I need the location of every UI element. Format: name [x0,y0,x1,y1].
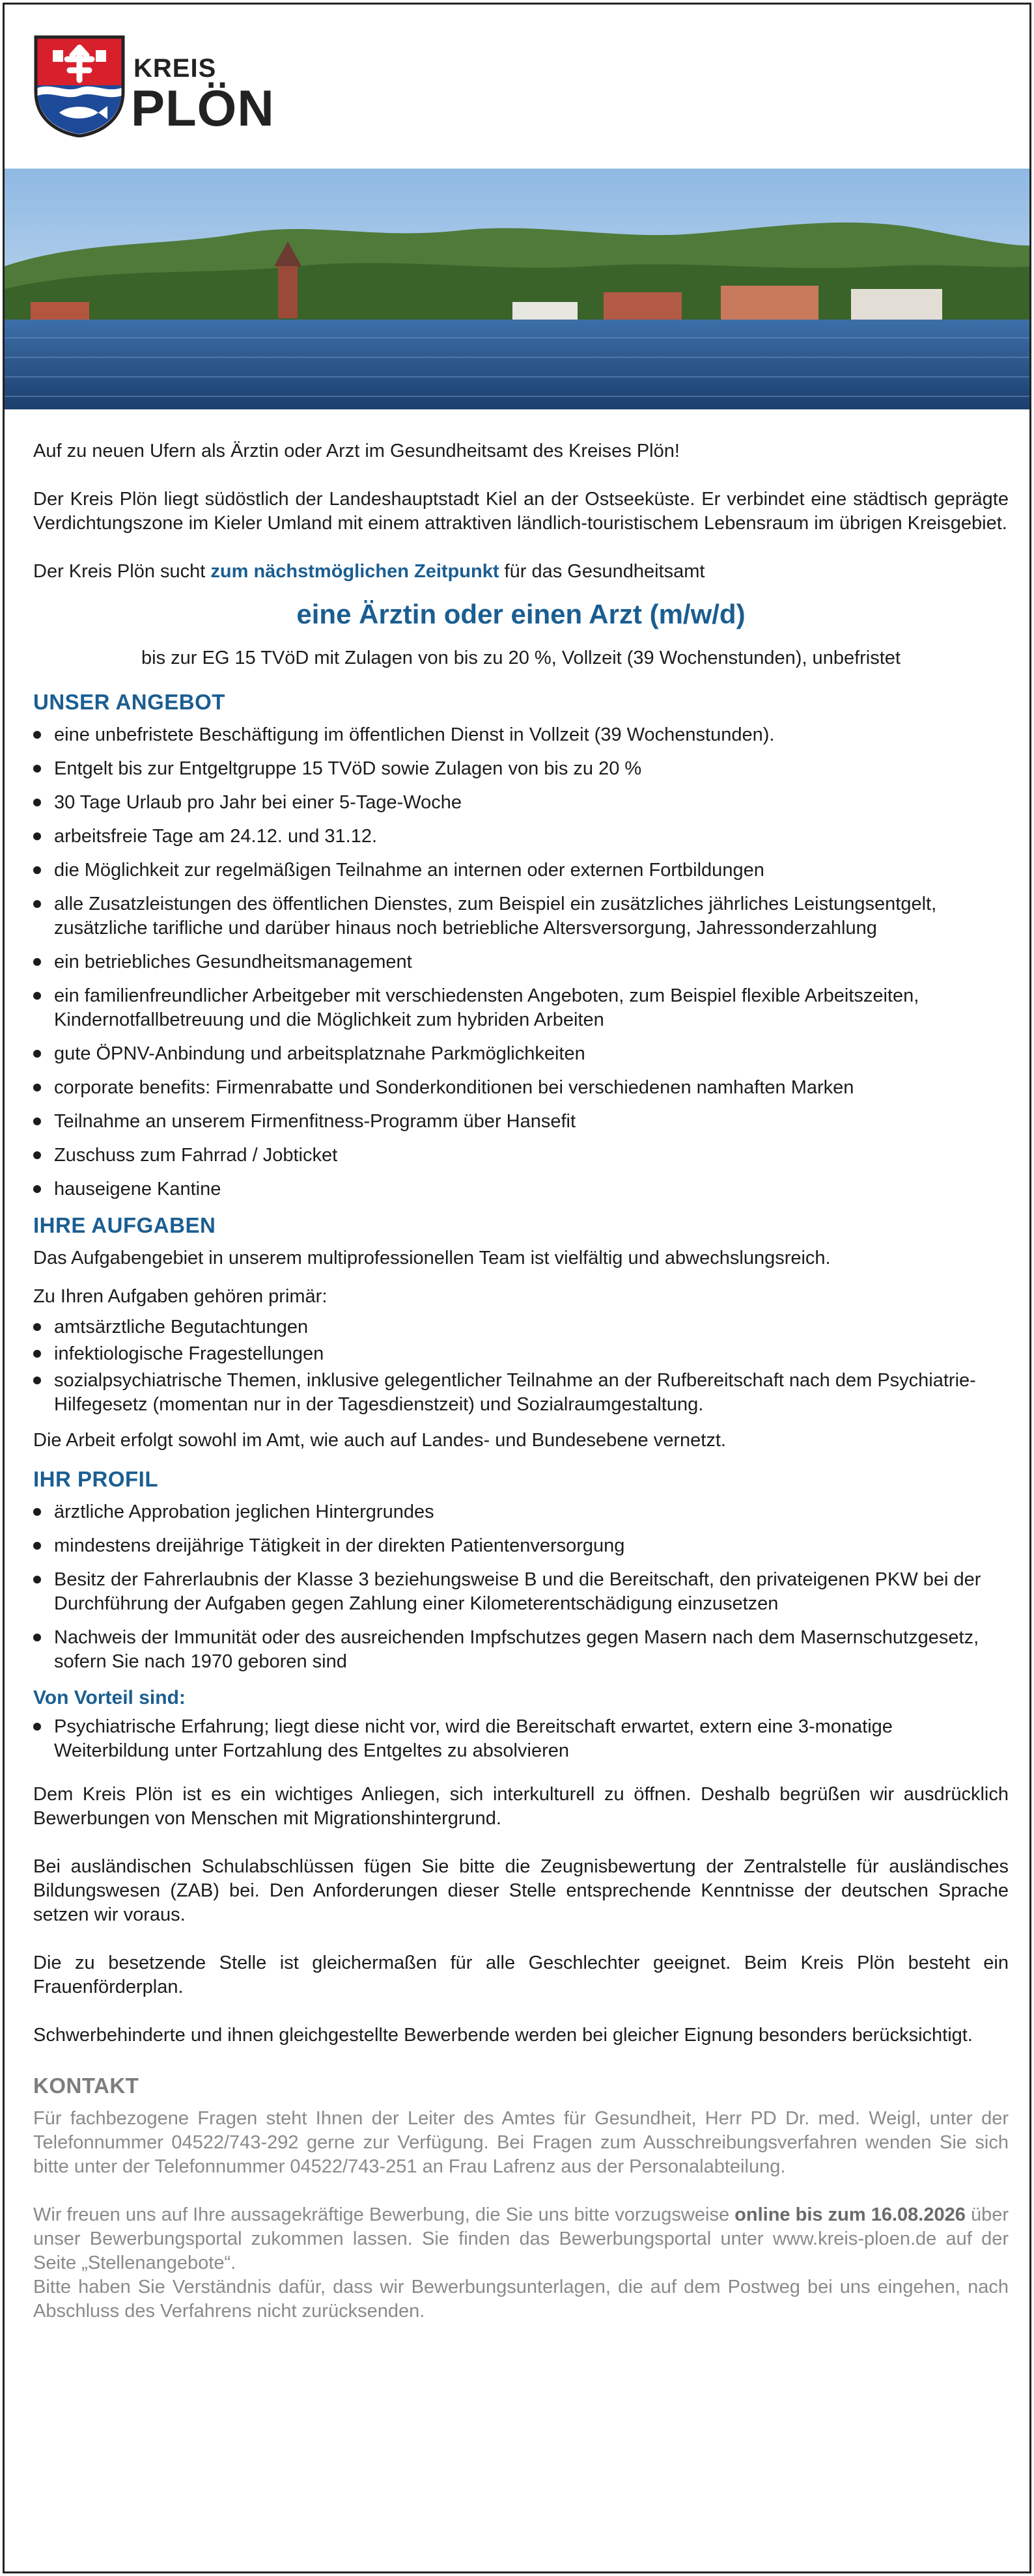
list-item: corporate benefits: Firmenrabatte und Sonderkonditionen bei verschiedenen namhaften Marken [33,1076,1009,1100]
list-item: ein betriebliches Gesundheitsmanagement [33,950,1009,974]
job-title: eine Ärztin oder einen Arzt (m/w/d) [296,599,746,629]
profil-list [33,1500,1009,1674]
lake-panorama-image [5,169,1031,409]
list-item: amtsärztliche Begutachtungen [33,1315,1009,1339]
list-item: gute ÖPNV-Anbindung und arbeitsplatznahe Parkmöglichkeiten [33,1042,1009,1066]
list-item: mindestens dreijährige Tätigkeit in der direkten Patientenversorgung [33,1534,1009,1558]
section-heading-aufgaben: IHRE AUFGABEN [33,1213,216,1237]
list-item: alle Zusatzleistungen des öffentlichen Dienstes, zum Beispiel ein zusätzliches jährliches Leistungsentgelt, zusätzliche tarifliche und darüber hinaus noch betriebliche Altersversorgung, Jahressonderzahlung [33,892,1009,940]
section-heading-kontakt: KONTAKT [33,2074,139,2098]
list-item: Besitz der Fahrerlaubnis der Klasse 3 beziehungsweise B und die Bereitschaft, den privateigenen PKW bei der Durchführung der Aufgaben gegen Zahlung einer Kilometerentschädigung einzusetzen [33,1568,1009,1616]
intro-search [33,560,1009,584]
list-item: sozialpsychiatrische Themen, inklusive gelegentlicher Teilnahme an der Rufbereitschaft nach dem Psychiatrie-Hilfegesetz (momentan nur in der Tagesdienstzeit) und Sozialraumgestaltung. [33,1369,1009,1417]
list-item: hauseigene Kantine [33,1177,1009,1201]
intro-search-post: für das Gesundheitsamt [499,561,705,582]
list-item: Zuschuss zum Fahrrad / Jobticket [33,1144,1009,1168]
list-item: Nachweis der Immunität oder des ausreichenden Impfschutzes gegen Masern nach dem Masernschutzgesetz, sofern Sie nach 1970 geboren sind [33,1626,1009,1674]
logo-line-1: KREIS [133,54,217,83]
contact-section [33,2074,1009,2323]
intro-search-highlight: zum nächstmöglichen Zeitpunkt [210,561,499,582]
intro-location: Der Kreis Plön liegt südöstlich der Landeshauptstadt Kiel an der Ostseeküste. Er verbindet eine städtisch geprägte Verdichtungszone im Kieler Umland mit einem attraktiven ländlich-touristischem Lebensraum im übrigen Kreisgebiet. [33,489,1009,534]
closing-paragraph-3: Die zu besetzende Stelle ist gleichermaßen für alle Geschlechter geeignet. Beim Kreis Plön besteht ein Frauenförderplan. [33,1953,1009,1997]
closing-paragraph-4: Schwerbehinderte und ihnen gleichgestellte Bewerbende werden bei gleicher Eignung besonders berücksichtigt. [33,2025,973,2046]
aufgaben-intro: Das Aufgabengebiet in unserem multiprofessionellen Team ist vielfältig und abwechslungsreich. [33,1248,831,1268]
contact-paragraph: Für fachbezogene Fragen steht Ihnen der Leiter des Amtes für Gesundheit, Herr PD Dr. med. Weigl, unter der Telefonnummer 04522/743-292 gerne zur Verfügung. Bei Fragen zum Ausschreibungsverfahren wenden Sie sich bitte unter der Telefonnummer 04522/743-251 an Frau Lafrenz aus der Personalabteilung. [33,2108,1009,2177]
logo-line-2: PLÖN [131,79,275,137]
closing-paragraph-2: Bei ausländischen Schulabschlüssen fügen Sie bitte die Zeugnisbewertung der Zentralstelle für ausländisches Bildungswesen (ZAB) bei. Den Anforderungen dieser Stelle entsprechende Kenntnisse der deutschen Sprache setzen wir voraus. [33,1856,1009,1925]
apply-note: Bitte haben Sie Verständnis dafür, dass wir Bewerbungsunterlagen, die auf dem Postweg bei uns eingehen, nach Abschluss des Verfahrens nicht zurücksenden. [33,2277,1009,2322]
list-item: 30 Tage Urlaub pro Jahr bei einer 5-Tage-Woche [33,791,1009,815]
aufgaben-list [33,1315,1009,1417]
job-posting-page [3,3,1031,2573]
aufgaben-lead: Zu Ihren Aufgaben gehören primär: [33,1286,328,1307]
list-item: Entgelt bis zur Entgeltgruppe 15 TVöD sowie Zulagen von bis zu 20 % [33,757,1009,781]
coat-of-arms-icon [33,34,126,137]
logo [33,34,307,139]
list-item: Psychiatrische Erfahrung; liegt diese nicht vor, wird die Bereitschaft erwartet, extern eine 3-monatige Weiterbildung unter Fortzahlung des Entgeltes zu absolvieren [33,1715,1009,1763]
vorteil-heading: Von Vorteil sind: [33,1687,186,1708]
list-item: arbeitsfreie Tage am 24.12. und 31.12. [33,825,1009,849]
vorteil-list [33,1715,1009,1763]
list-item: Teilnahme an unserem Firmenfitness-Programm über Hansefit [33,1110,1009,1134]
apply-pre: Wir freuen uns auf Ihre aussagekräftige Bewerbung, die Sie uns bitte vorzugsweise [33,2204,735,2225]
list-item: ein familienfreundlicher Arbeitgeber mit verschiedensten Angeboten, zum Beispiel flexible Arbeitszeiten, Kindernotfallbetreuung und die Möglichkeit zum hybriden Arbeiten [33,984,1009,1032]
list-item: infektiologische Fragestellungen [33,1342,1009,1366]
apply-deadline: online bis zum 16.08.2026 [734,2204,966,2225]
closing-paragraph-1: Dem Kreis Plön ist es ein wichtiges Anliegen, sich interkulturell zu öffnen. Deshalb begrüßen wir ausdrücklich Bewerbungen von Menschen mit Migrationshintergrund. [33,1784,1009,1829]
section-heading-angebot: UNSER ANGEBOT [33,690,225,714]
apply-post: über unser Bewerbungsportal zukommen lassen. Sie finden das Bewerbungsportal unter www.kreis-ploen.de auf der Seite „Stellenangebote“. [33,2204,1009,2273]
job-subtitle: bis zur EG 15 TVöD mit Zulagen von bis zu 20 %, Vollzeit (39 Wochenstunden), unbefristet [141,648,901,668]
intro-search-pre: Der Kreis Plön sucht [33,561,211,582]
aufgaben-outro: Die Arbeit erfolgt sowohl im Amt, wie auch auf Landes- und Bundesebene vernetzt. [33,1430,726,1451]
intro-headline: Auf zu neuen Ufern als Ärztin oder Arzt im Gesundheitsamt des Kreises Plön! [33,441,680,461]
main-content [33,439,1009,2330]
list-item: eine unbefristete Beschäftigung im öffentlichen Dienst in Vollzeit (39 Wochenstunden). [33,723,1009,747]
angebot-list [33,723,1009,1201]
list-item: die Möglichkeit zur regelmäßigen Teilnahme an internen oder externen Fortbildungen [33,858,1009,883]
apply-paragraph [33,2203,1009,2323]
section-heading-profil: IHR PROFIL [33,1467,158,1491]
list-item: ärztliche Approbation jeglichen Hintergrundes [33,1500,1009,1524]
